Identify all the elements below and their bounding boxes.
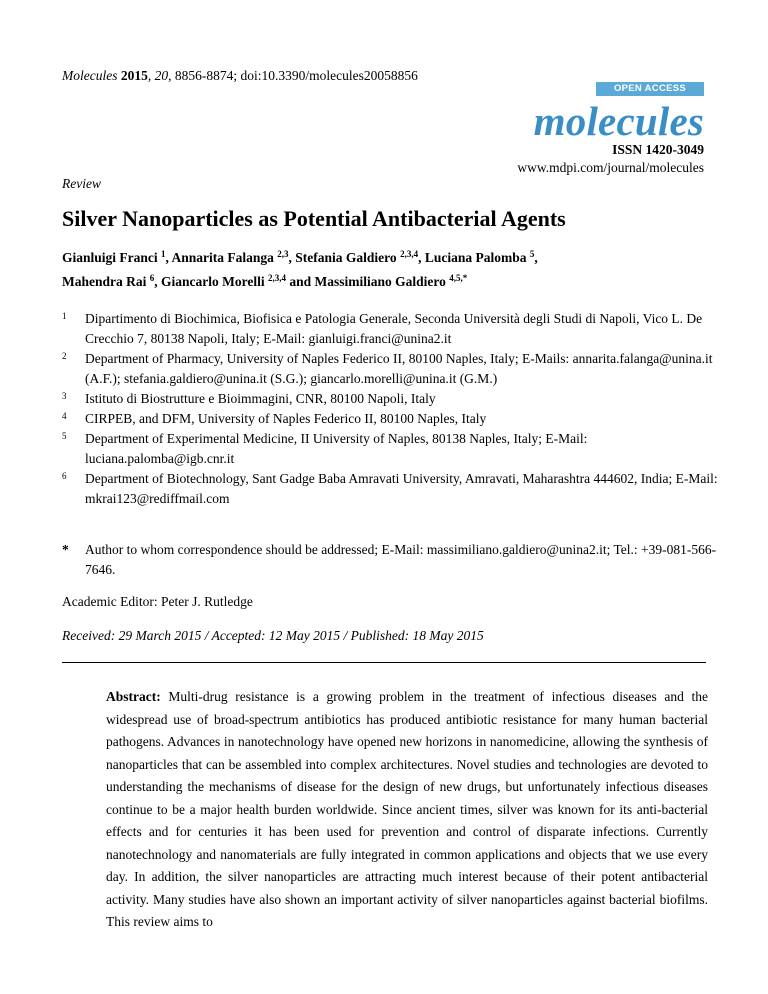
affiliation-item — [62, 349, 722, 389]
author-name: Mahendra Rai — [62, 274, 147, 289]
affiliation-item — [62, 309, 722, 349]
paper-title: Silver Nanoparticles as Potential Antibacterial Agents — [62, 206, 566, 231]
affiliation-number: 2 — [62, 351, 67, 361]
abstract-label: Abstract: — [106, 689, 161, 704]
open-access-badge: OPEN ACCESS — [596, 82, 704, 96]
affiliation-item — [62, 409, 722, 429]
issn: ISSN 1420-3049 — [612, 142, 704, 157]
article-type: Review — [62, 176, 101, 191]
publication-dates: Received: 29 March 2015 / Accepted: 12 May 2015 / Published: 18 May 2015 — [62, 628, 484, 643]
citation-pages-doi: , 8856-8874; doi:10.3390/molecules20058856 — [168, 68, 418, 83]
citation-line: Molecules 2015, 20, 8856-8874; doi:10.3390/molecules20058856 — [62, 68, 418, 83]
correspondence-star: * — [62, 542, 69, 557]
affiliation-item — [62, 429, 722, 469]
journal-url[interactable]: www.mdpi.com/journal/molecules — [517, 160, 704, 175]
author-list: Gianluigi Franci $^1$, Annarita Falanga $^{2,3}$, Stefania Galdiero $^{2,3,4}$, Luciana Palomba $^5$, Mahendra Rai $^6$, Giancarlo Morelli $^{2,3,4}$ and Massimiliano Galdiero $^{4,5,*}$ — [62, 249, 538, 289]
author-affil-sup: 2,3 — [277, 249, 289, 259]
author-affil-sup: 4,5,* — [449, 273, 468, 283]
author-name: Annarita Falanga — [171, 250, 274, 265]
correspondence-note — [62, 540, 722, 580]
affiliation-number: 1 — [62, 311, 67, 321]
author-name: Gianluigi Franci — [62, 250, 158, 265]
affiliation-text: Department of Experimental Medicine, II University of Naples, 80138 Naples, Italy; E-Mail: luciana.palomba@igb.cnr.it — [85, 431, 588, 466]
affiliation-text: Dipartimento di Biochimica, Biofisica e Patologia Generale, Seconda Università degli Studi di Napoli, Vico L. De Crecchio 7, 80138 Napoli, Italy; E-Mail: gianluigi.franci@unina2.it — [85, 311, 703, 346]
author-name: Giancarlo Morelli — [161, 274, 265, 289]
correspondence-text: Author to whom correspondence should be addressed; E-Mail: massimiliano.galdiero@unina2.it; Tel.: +39-081-566-7646. — [85, 542, 717, 577]
author-name: Luciana Palomba — [424, 250, 527, 265]
abstract-text: Multi-drug resistance is a growing problem in the treatment of infectious diseases and the widespread use of broad-spectrum antibiotics has produced antibiotic resistance for many human bacterial pathogens. Advances in nanotechnology have opened new horizons in nanomedicine, allowing the synthesis of nanoparticles that can be assembled into complex architectures. Novel studies and technologies are devoted to understanding the mechanisms of disease for the design of new drugs, but unfortunately infectious diseases continue to be a major health burden worldwide. Since ancient times, silver was known for its anti-bacterial effects and for centuries it has been used for prevention and control of disparate infections. Currently nanotechnology and nanomaterials are fully integrated in common applications and objects that we use every day. In addition, the silver nanoparticles are attracting much interest because of their potent antibacterial activity. Many studies have also shown an important activity of silver nanoparticles against bacterial biofilms. This review aims to — [106, 689, 708, 929]
author-name: Stefania Galdiero — [295, 250, 397, 265]
citation-journal: Molecules — [62, 68, 118, 83]
affiliation-list — [62, 309, 722, 509]
author-affil-sup: 2,3,4 — [267, 273, 286, 283]
affiliation-text: Department of Biotechnology, Sant Gadge Baba Amravati University, Amravati, Maharashtra 444602, India; E-Mail: mkrai123@rediffmail.com — [85, 471, 718, 506]
abstract — [106, 686, 708, 934]
author-affil-sup: 1 — [161, 249, 166, 259]
affiliation-number: 6 — [62, 471, 67, 481]
affiliation-text: CIRPEB, and DFM, University of Naples Federico II, 80100 Naples, Italy — [85, 411, 487, 426]
academic-editor: Academic Editor: Peter J. Rutledge — [62, 594, 253, 609]
citation-volume: 20 — [154, 68, 169, 83]
author-affil-sup: 6 — [149, 273, 155, 283]
affiliation-number: 3 — [62, 391, 67, 401]
citation-year: 2015 — [120, 68, 148, 83]
affiliation-item — [62, 389, 722, 409]
affiliation-number: 5 — [62, 431, 67, 441]
author-affil-sup: 5 — [529, 249, 535, 259]
affiliation-text: Department of Pharmacy, University of Naples Federico II, 80100 Naples, Italy; E-Mails: annarita.falanga@unina.it (A.F.); stefania.galdiero@unina.it (S.G.); giancarlo.morelli@unina.it (G.M.) — [85, 351, 713, 386]
author-name: Massimiliano Galdiero — [314, 274, 446, 289]
header-divider — [62, 662, 706, 663]
affiliation-text: Istituto di Biostrutture e Bioimmagini, CNR, 80100 Napoli, Italy — [85, 391, 436, 406]
affiliation-number: 4 — [62, 411, 67, 421]
author-affil-sup: 2,3,4 — [400, 249, 419, 259]
journal-logo-text: molecules — [533, 98, 704, 144]
affiliation-item — [62, 469, 722, 509]
